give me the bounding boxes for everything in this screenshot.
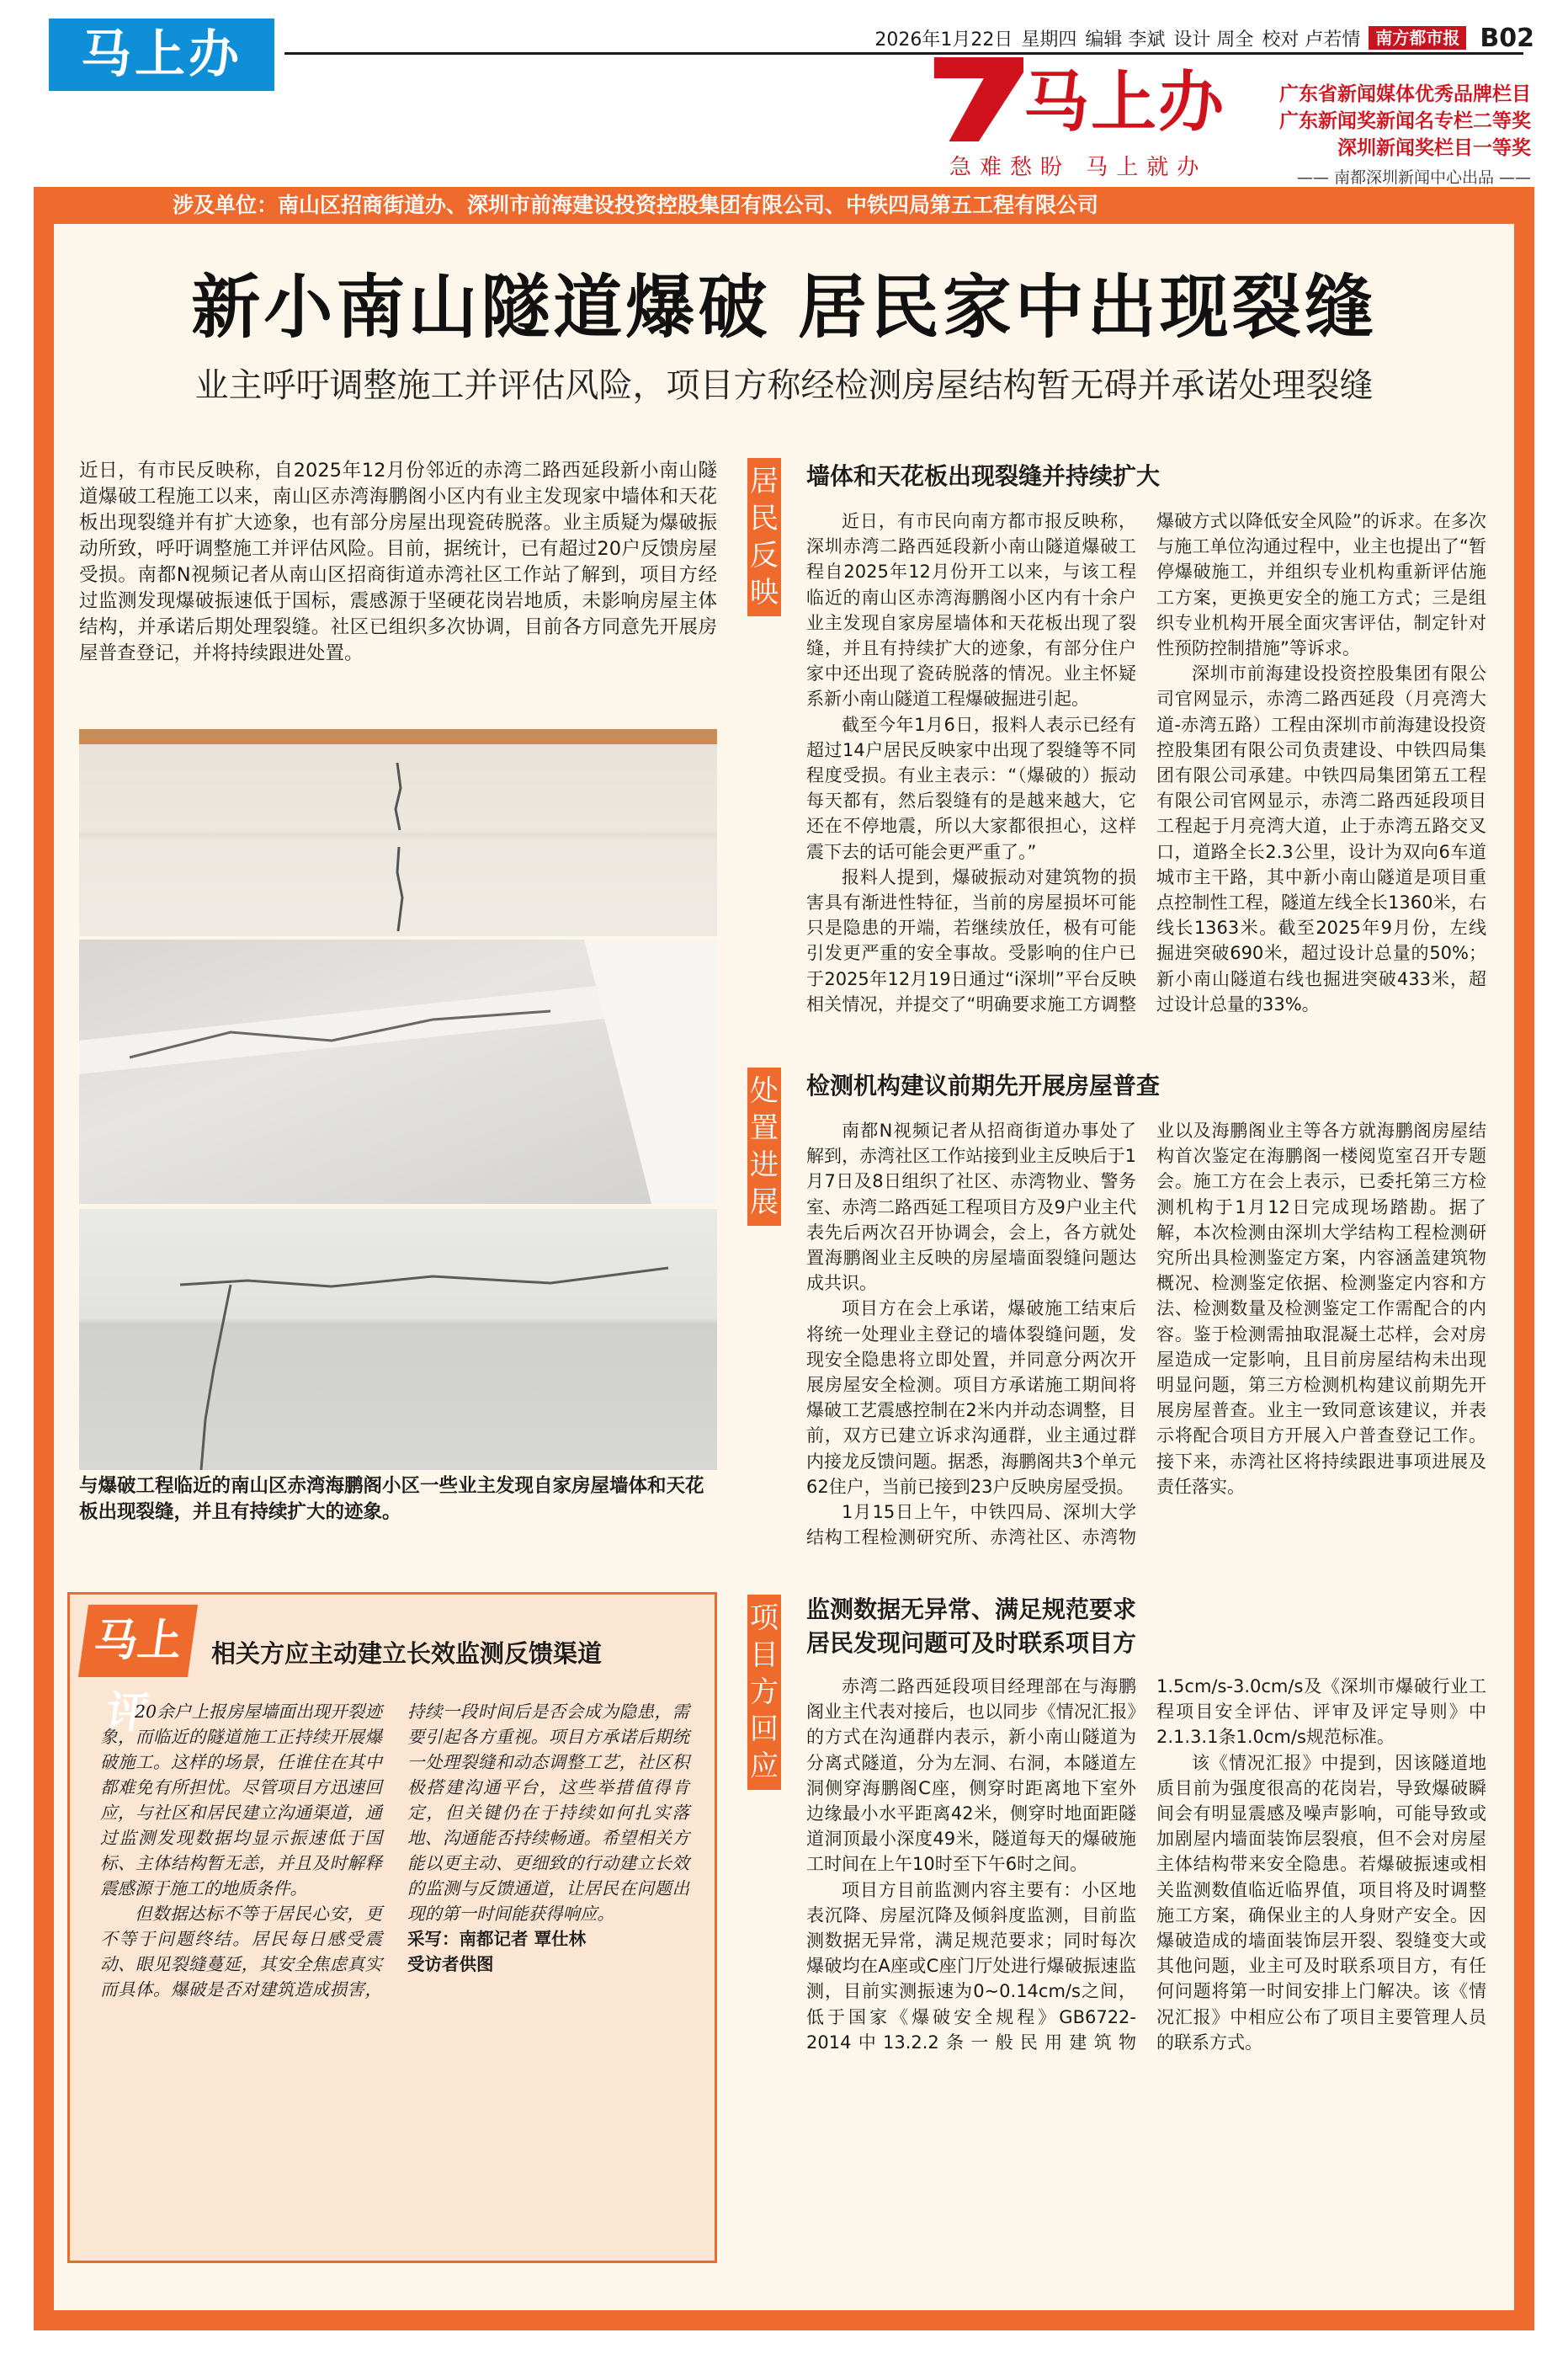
section-title-residents: 墙体和天花板出现裂缝并持续扩大 [806,462,1161,490]
subheadline: 业主呼吁调整施工并评估风险，项目方称经检测房屋结构暂无碍并承诺处理裂缝 [194,366,1374,405]
photo-caption: 与爆破工程临近的南山区赤湾海鹏阁小区一些业主发现自家房屋墙体和天花板出现裂缝，并且有持续扩大的迹象。 [79,1475,704,1523]
section-body-residents [806,509,1486,1017]
award-item: 深圳新闻奖栏目一等奖 [1337,137,1531,159]
commentary-badge: 马上评 [78,1605,198,1677]
crack-branch-icon [79,1209,717,1470]
section-body-progress [806,1118,1486,1550]
paragraph: 该《情况汇报》中提到，因该隧道地质目前为强度很高的花岗岩，导致爆破瞬间会有明显震感及噪声影响，可能导致或加剧屋内墙面装饰层裂痕，但不会对房屋主体结构带来安全隐患。若爆破振速或相关监测数值临近临界值，项目将及时调整施工方案，确保业主的人身财产安全。因爆破造成的墙面装饰层开裂、裂缝变大或其他问题，业主可及时联系项目方，有任何问题将第一时间安排上门解决。该《情况汇报》中相应公布了项目主要管理人员的联系方式。 [1156,1752,1486,2053]
photo-credit: 受访者供图 [407,1954,494,1974]
crack-photo-ceiling [79,940,717,1204]
paragraph: 报料人提到，爆破振动对建筑物的损害具有渐进性特征，当前的房屋损坏可能只是隐患的开端，若继续放任，极有可能引发更严重的安全事故。受影响的住户已于2025年12月19日通过“i深圳”平台反映相关情况，并提交了“明确要求施工方调整爆破方式以降低安全风险”的诉求。在多次与施工单位沟通过程中，业主也提出了“暂停爆破施工，并组织专业机构重新评估施工方案，更换更安全的施工方式；三是组织专业机构开展全面灾害评估，制定针对性预防控制措施”等诉求。 [806,511,1486,1015]
ceiling-corner-icon [79,940,717,1204]
page-number: B02 [1480,23,1534,53]
commentary-title: 相关方应主动建立长效监测反馈渠道 [211,1639,603,1668]
commentary-paragraph: 20余户上报房屋墙面出现开裂迹象，而临近的隧道施工正持续开展爆破施工。这样的场景，任谁住在其中都难免有所担忧。尽管项目方迅速回应，与社区和居民建立沟通渠道，通过监测发现数据均显示振速低于国标、主体结构暂无恙，并且及时解释震感源于施工的地质条件。 [100,1702,382,1899]
commentary-paragraph: 但数据达标不等于居民心安，更不等于问题终结。居民每日感受震动、眼见裂缝蔓延，其安全焦虑真实而具体。爆破是否对建筑造成损害，持续一段时间后是否会成为隐患，需要引起各方重视。项目方承诺后期统一处理裂缝和动态调整工艺，社区积极搭建沟通平台，这些举措值得肯定，但关键仍在于持续如何扎实落地、沟通能否持续畅通。希望相关方能以更主动、更细致的行动建立长效的监测与反馈通道，让居民在问题出现的第一时间能获得响应。 [100,1702,689,2000]
lead-paragraph: 近日，有市民反映称，自2025年12月份邻近的赤湾二路西延段新小南山隧道爆破工程施工以来，南山区赤湾海鹏阁小区内有业主发现家中墙体和天花板出现裂缝并有扩大迹象，也有部分房屋出现瓷砖脱落。业主质疑为爆破振动所致，呼吁调整施工并评估风险。目前，据统计，已有超过20户反馈房屋受损。南都N视频记者从南山区招商街道赤湾社区工作站了解到，项目方经过监测发现爆破振速低于国标，震感源于坚硬花岗岩地质，未影响房屋主体结构，并承诺后期处理裂缝。社区已组织多次协调，目前各方同意先开展房屋普查登记，并将持续跟进处置。 [79,460,717,664]
section-tag-response: 项目方回应 [747,1595,781,1790]
commentary-box [67,1592,717,2263]
involved-units-text: 南山区招商街道办、深圳市前海建设投资控股集团有限公司、中铁四局第五工程有限公司 [278,193,1099,217]
column-logo: 马上办 [49,19,274,91]
article-frame [34,187,1534,2330]
brand-mark-icon [924,57,1023,141]
issue-date: 2026年1月22日 [874,29,1013,51]
issue-info [874,24,1534,52]
crack-photo-ceiling-edge [79,1209,717,1470]
paragraph: 1月15日上午，中铁四局、深圳大学结构工程检测研究所、赤湾社区、赤湾物业以及海鹏阁业主等各方就海鹏阁房屋结构首次鉴定在海鹏阁一楼阅览室召开专题会。施工方在会上表示，已委托第三方检测机构于1月12日完成现场踏勘。据了解，本次检测由深圳大学结构工程检测研究所出具检测鉴定方案，内容涵盖建筑物概况、检测鉴定依据、检测鉴定内容和方法、检测数量及检测鉴定工作需配合的内容。鉴于检测需抽取混凝土芯样，会对房屋造成一定影响，且目前房屋结构未出现明显问题，第三方检测机构建议前期先开展房屋普查。业主一致同意该建议，并表示将配合项目方开展入户普查登记工作。接下来，赤湾社区将持续跟进事项进展及责任落实。 [806,1121,1486,1548]
brand-logo [924,57,1227,192]
producer-credit: —— 南都深圳新闻中心出品 —— [1296,168,1531,187]
brand-slogan: 急难愁盼 马上就办 [949,155,1208,180]
section-title-response: 监测数据无异常、满足规范要求 居民发现问题可及时联系项目方 [806,1595,1137,1657]
article-body [54,224,1514,2310]
header-rule [284,52,1523,55]
paragraph: 赤湾二路西延段项目经理部在与海鹏阁业主代表对接后，也以同步《情况汇报》的方式在沟通群内表示，新小南山隧道为分离式隧道，分为左洞、右洞，本隧道左洞侧穿海鹏阁C座，侧穿时距离地下室外边缘最小水平距离42米，侧穿时地面距隧道洞顶最小深度49米，隧道每天的爆破施工时间在上午10时至下午6时之间。 [806,1676,1136,1875]
award-item: 广东新闻奖新闻名专栏二等奖 [1279,110,1531,132]
paper-name-logo: 南方都市报 [1369,26,1466,50]
involved-units-bar [34,187,1534,224]
section-tag-residents: 居民反映 [747,458,781,616]
headline: 新小南山隧道爆破 居民家中出现裂缝 [191,268,1377,348]
awards-list [1279,81,1531,162]
paragraph: 截至今年1月6日，报料人表示已经有超过14户居民反映家中出现了裂缝等不同程度受损。有业主表示：“（爆破的）振动每天都有，然后裂缝有的是越来越大，它还在不停地震，所以大家都很担心，这样震下去的话可能会更严重了。” [806,714,1136,862]
paragraph: 项目方在会上承诺，爆破施工结束后将统一处理业主登记的墙体裂缝问题，发现安全隐患将立即处置，并同意分两次开展房屋安全检测。项目方承诺施工期间将爆破工艺震感控制在2米内并动态调整，目前，双方已建立诉求沟通群，业主通过群内接龙反馈问题。据悉，海鹏阁共3个单元62住户，当前已接到23户反映房屋受损。 [806,1298,1136,1497]
section-title-progress: 检测机构建议前期先开展房屋普查 [806,1072,1161,1100]
paragraph: 项目方目前监测内容主要有：小区地表沉降、房屋沉降及倾斜度监测，目前监测数据无异常，满足规范要求；同时每次爆破均在A座或C座门厅处进行爆破振速监测，目前实测振速为0~0.14cm/s之间，低于国家《爆破安全规程》GB6722-2014中13.2.2条一般民用建筑物1.5cm/s-3.0cm/s及《深圳市爆破行业工程项目安全评估、评审及评定导则》中2.1.3.1条1.0cm/s规范标准。 [806,1676,1486,2053]
award-item: 广东省新闻媒体优秀品牌栏目 [1279,83,1531,105]
section-body-response [806,1674,1486,2055]
issue-design: 设计 周全 [1173,29,1254,51]
section-tag-progress: 处置进展 [747,1068,781,1226]
issue-proofread: 校对 卢若情 [1262,29,1361,51]
paragraph: 南都N视频记者从招商街道办事处了解到，赤湾社区工作站接到业主反映后于1月7日及8日组织了社区、赤湾物业、警务室、赤湾二路西延工程项目方及9户业主代表先后两次召开协调会，会上，各方就处置海鹏阁业主反映的房屋墙面裂缝问题达成共识。 [806,1121,1136,1294]
crack-line-icon [79,729,717,936]
paragraph: 近日，有市民向南方都市报反映称，深圳赤湾二路西延段新小南山隧道爆破工程自2025年12月份开工以来，与该工程临近的南山区赤湾海鹏阁小区内有十余户业主发现自家房屋墙体和天花板出现了裂缝，并且有持续扩大的迹象，有部分住户家中还出现了瓷砖脱落的情况。业主怀疑系新小南山隧道工程爆破掘进引起。 [806,511,1136,710]
issue-weekday: 星期四 [1021,29,1077,51]
commentary-text [100,1699,689,2002]
involved-units-label: 涉及单位： [173,193,279,217]
crack-photo-wall [79,729,717,936]
brand-logo-text: 马上办 [1023,65,1226,141]
issue-editor: 编辑 李斌 [1085,29,1166,51]
paragraph: 深圳市前海建设投资控股集团有限公司官网显示，赤湾二路西延段（月亮湾大道-赤湾五路）工程由深圳市前海建设投资控股集团有限公司负责建设、中铁四局集团有限公司承建。中铁四局集团第五工程有限公司官网显示，赤湾二路西延段项目工程起于月亮湾大道，止于赤湾五路交叉口，道路全长2.3公里，设计为双向6车道城市主干路，其中新小南山隧道是项目重点控制性工程，隧道左线全长1360米，右线长1363米。截至2025年9月份，左线掘进突破690米，超过设计总量的50%；新小南山隧道右线也掘进突破433米，超过设计总量的33%。 [1156,663,1486,1015]
byline: 采写：南都记者 覃仕林 [407,1929,587,1949]
